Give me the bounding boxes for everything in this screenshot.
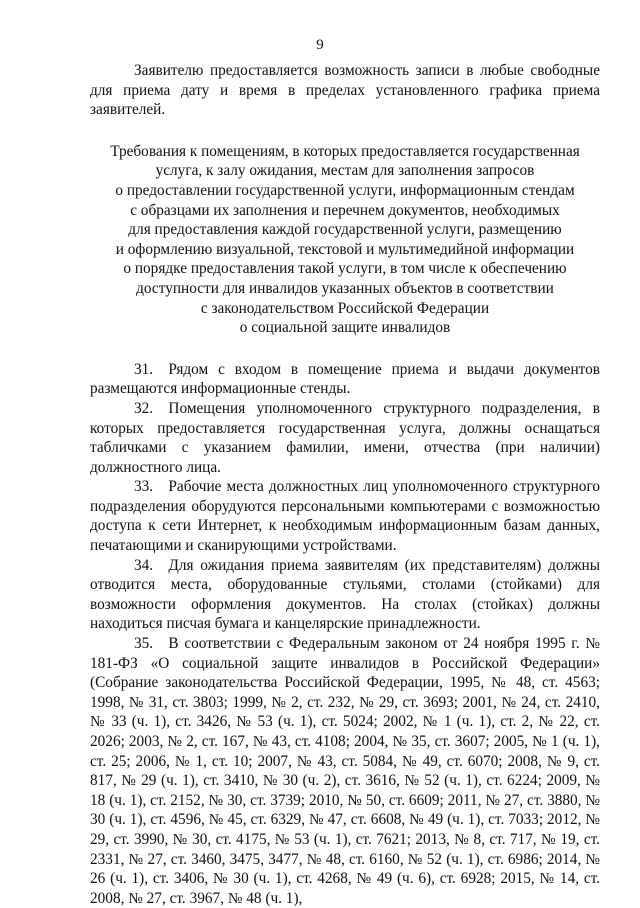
section-heading-line: Требования к помещениям, в которых предоставляется государственная — [110, 142, 580, 160]
section-heading — [90, 142, 600, 338]
section-heading-line: услуга, к залу ожидания, местам для заполнения запросов — [155, 162, 535, 180]
section-heading-line: для предоставления каждой государственной услуги, размещению — [128, 221, 562, 239]
paragraph-31: 31. Рядом с входом в помещение приема и выдачи документов размещаются информационные стенды. — [90, 360, 600, 398]
section-heading-line: и оформлению визуальной, текстовой и мультимедийной информации — [115, 240, 575, 258]
section-heading-line: о социальной защите инвалидов — [239, 319, 451, 337]
page-body — [90, 61, 600, 908]
paragraph-32: 32. Помещения уполномоченного структурного подразделения, в которых предоставляется государственная услуга, должны оснащаться табличками с указанием фамилии, имени, отчества (при наличии) должностного лица. — [90, 399, 600, 476]
page-number: 9 — [316, 37, 324, 53]
section-heading-line: о порядке предоставления такой услуги, в том числе к обеспечению — [123, 260, 567, 278]
section-heading-line: о предоставлении государственной услуги, информационным стендам — [115, 181, 575, 199]
section-heading-line: с образцами их заполнения и перечнем документов, необходимых — [130, 201, 560, 219]
section-heading-line: доступности для инвалидов указанных объектов в соответствии — [136, 279, 554, 297]
paragraph-33: 33. Рабочие места должностных лиц уполномоченного структурного подразделения оборудуются персональными компьютерами с возможностью доступа к сети Интернет, к необходимым информационным базам данных, печатающими и сканирующими устройствами. — [90, 478, 600, 555]
intro-paragraph: Заявителю предоставляется возможность записи в любые свободные для приема дату и время в пределах установленного графика приема заявителей. — [90, 62, 600, 119]
paragraph-35: 35. В соответствии с Федеральным законом от 24 ноября 1995 г. № 181-ФЗ «О социальной защите инвалидов в Российской Федерации» (Собрание законодательства Российской Федерации, 1995, № 48, ст. 4563; 1998, № 31, ст. 3803; 1999, № 2, ст. 232, № 29, ст. 3693; 2001, № 24, ст. 2410, № 33 (ч. 1), ст. 3426, № 53 (ч. 1), ст. 5024; 2002, № 1 (ч. 1), ст. 2, № 22, ст. 2026; 2003, № 2, ст. 167, № 43, ст. 4108; 2004, № 35, ст. 3607; 2005, № 1 (ч. 1), ст. 25; 2006, № 1, ст. 10; 2007, № 43, ст. 5084, № 49, ст. 6070; 2008, № 9, ст. 817, № 29 (ч. 1), ст. 3410, № 30 (ч. 2), ст. 3616, № 52 (ч. 1), ст. 6224; 2009, № 18 (ч. 1), ст. 2152, № 30, ст. 3739; 2010, № 50, ст. 6609; 2011, № 27, ст. 3880, № 30 (ч. 1), ст. 4596, № 45, ст. 6329, № 47, ст. 6608, № 49 (ч. 1), ст. 7033; 2012, № 29, ст. 3990, № 30, ст. 4175, № 53 (ч. 1), ст. 7621; 2013, № 8, ст. 717, № 19, ст. 2331, № 27, ст. 3460, 3475, 3477, № 48, ст. 6160, № 52 (ч. 1), ст. 6986; 2014, № 26 (ч. 1), ст. 3406, № 30 (ч. 1), ст. 4268, № 49 (ч. 6), ст. 6928; 2015, № 14, ст. 2008, № 27, ст. 3967, № 48 (ч. 1), — [90, 635, 600, 907]
section-heading-line: с законодательством Российской Федерации — [200, 299, 490, 317]
paragraph-34: 34. Для ожидания приема заявителям (их представителям) должны отводится места, оборудованные стульями, столами (стойками) для возможности оформления документов. На столах (стойках) должны находиться писчая бумага и канцелярские принадлежности. — [90, 556, 600, 633]
